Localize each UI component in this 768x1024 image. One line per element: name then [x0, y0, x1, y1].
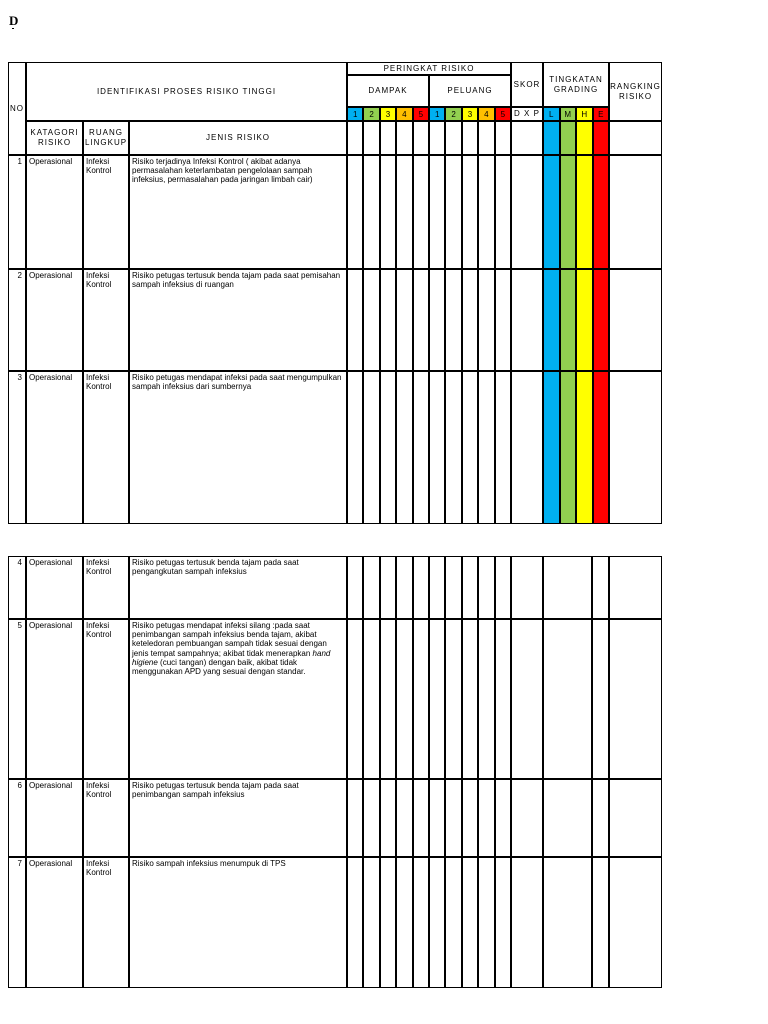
row-scale-cell — [380, 556, 396, 619]
row-scale-cell — [413, 155, 429, 269]
row-skor-cell — [511, 857, 543, 988]
row-rangking-cell — [609, 779, 662, 857]
scale-column-cell — [478, 121, 494, 155]
row-jenis-risiko: Risiko petugas tertusuk benda tajam pada saat pemisahan sampah infeksius di ruangan — [129, 269, 347, 371]
row-scale-cell — [363, 155, 379, 269]
row-scale-cell — [380, 155, 396, 269]
row-scale-cell — [495, 619, 511, 779]
row-scale-cell — [445, 155, 461, 269]
row-ruang-lingkup: Infeksi Kontrol — [83, 371, 129, 524]
row-scale-cell — [380, 269, 396, 371]
row-ruang-lingkup: Infeksi Kontrol — [83, 556, 129, 619]
row-kategori: Operasional — [26, 619, 83, 779]
row-rangking-cell — [609, 556, 662, 619]
row-grading-cell — [593, 155, 610, 269]
scale-column-cell — [462, 121, 478, 155]
grading-e: E — [593, 107, 610, 121]
row-grading-cell — [543, 779, 592, 857]
row-scale-cell — [396, 371, 412, 524]
row-scale-cell — [396, 857, 412, 988]
row-skor-cell — [511, 155, 543, 269]
row-scale-cell — [380, 619, 396, 779]
dampak-scale-5: 5 — [413, 107, 429, 121]
row-kategori: Operasional — [26, 371, 83, 524]
row-grading-cell — [543, 155, 560, 269]
row-scale-cell — [363, 779, 379, 857]
row-scale-cell — [413, 371, 429, 524]
row-grading-cell — [543, 857, 592, 988]
skor-cell — [511, 121, 543, 155]
grading-cell — [576, 121, 593, 155]
row-grading-cell — [576, 371, 593, 524]
row-grading-cell — [592, 857, 609, 988]
row-scale-cell — [445, 779, 461, 857]
row-no: 2 — [8, 269, 26, 371]
row-scale-cell — [462, 619, 478, 779]
row-scale-cell — [462, 371, 478, 524]
scale-column-cell — [429, 121, 445, 155]
row-kategori: Operasional — [26, 779, 83, 857]
header-skor-formula: D X P — [511, 107, 543, 121]
row-jenis-part: (cuci tangan) dengan baik, akibat tidak menggunakan APD yang sesuai dengan standar. — [132, 657, 306, 677]
grading-h: H — [576, 107, 593, 121]
row-jenis-risiko: Risiko terjadinya Infeksi Kontrol ( akibat adanya permasalahan keterlambatan pengelolaan sampah infeksius, permasalahan pada jaringan limbah cair) — [129, 155, 347, 269]
row-scale-cell — [413, 857, 429, 988]
row-grading-cell — [543, 619, 592, 779]
row-scale-cell — [363, 857, 379, 988]
row-skor-cell — [511, 556, 543, 619]
row-scale-cell — [495, 556, 511, 619]
row-ruang-lingkup: Infeksi Kontrol — [83, 155, 129, 269]
row-grading-cell — [592, 779, 609, 857]
row-scale-cell — [445, 269, 461, 371]
dampak-scale-2: 2 — [363, 107, 379, 121]
dampak-scale-4: 4 — [396, 107, 412, 121]
peluang-scale-2: 2 — [445, 107, 461, 121]
header-skor: SKOR — [511, 62, 543, 107]
row-scale-cell — [413, 779, 429, 857]
row-scale-cell — [478, 619, 494, 779]
row-scale-cell — [396, 556, 412, 619]
row-skor-cell — [511, 779, 543, 857]
row-scale-cell — [347, 269, 363, 371]
row-scale-cell — [363, 269, 379, 371]
row-skor-cell — [511, 371, 543, 524]
row-jenis-risiko: Risiko sampah infeksius menumpuk di TPS — [129, 857, 347, 988]
row-scale-cell — [396, 619, 412, 779]
row-scale-cell — [445, 556, 461, 619]
row-kategori: Operasional — [26, 269, 83, 371]
row-kategori: Operasional — [26, 556, 83, 619]
row-no: 5 — [8, 619, 26, 779]
row-scale-cell — [445, 857, 461, 988]
row-no: 7 — [8, 857, 26, 988]
dampak-scale-1: 1 — [347, 107, 363, 121]
row-scale-cell — [445, 619, 461, 779]
row-scale-cell — [396, 269, 412, 371]
peluang-scale-5: 5 — [495, 107, 511, 121]
row-scale-cell — [363, 371, 379, 524]
row-scale-cell — [347, 556, 363, 619]
header-peringkat-risiko: PERINGKAT RISIKO — [347, 62, 511, 75]
row-scale-cell — [413, 619, 429, 779]
row-grading-cell — [543, 371, 560, 524]
row-rangking-cell — [609, 155, 662, 269]
row-no: 6 — [8, 779, 26, 857]
dampak-scale-3: 3 — [380, 107, 396, 121]
row-scale-cell — [347, 371, 363, 524]
row-jenis-risiko: Risiko petugas tertusuk benda tajam pada saat pengangkutan sampah infeksius — [129, 556, 347, 619]
row-grading-cell — [543, 269, 560, 371]
row-scale-cell — [478, 556, 494, 619]
row-jenis-emphasis: hand higiene — [132, 648, 331, 667]
row-grading-cell — [576, 269, 593, 371]
row-scale-cell — [347, 619, 363, 779]
row-scale-cell — [462, 556, 478, 619]
row-grading-cell — [560, 155, 577, 269]
scale-column-cell — [380, 121, 396, 155]
peluang-scale-1: 1 — [429, 107, 445, 121]
peluang-scale-4: 4 — [478, 107, 494, 121]
row-scale-cell — [347, 155, 363, 269]
header-ruang-lingkup: RUANG LINGKUP — [83, 121, 129, 155]
row-scale-cell — [495, 779, 511, 857]
row-scale-cell — [478, 371, 494, 524]
row-grading-cell — [560, 371, 577, 524]
page-heading: D — [9, 13, 19, 28]
row-grading-cell — [560, 269, 577, 371]
row-scale-cell — [495, 371, 511, 524]
scale-column-cell — [347, 121, 363, 155]
header-jenis-risiko: JENIS RISIKO — [129, 121, 347, 155]
row-scale-cell — [380, 779, 396, 857]
grading-l: L — [543, 107, 560, 121]
scale-column-cell — [413, 121, 429, 155]
grading-cell — [593, 121, 610, 155]
row-grading-cell — [592, 619, 609, 779]
row-grading-cell — [543, 556, 592, 619]
row-no: 1 — [8, 155, 26, 269]
row-scale-cell — [478, 155, 494, 269]
grading-cell — [543, 121, 560, 155]
row-rangking-cell — [609, 269, 662, 371]
header-tingkatan-grading: TINGKATAN GRADING — [543, 62, 609, 107]
row-rangking-cell — [609, 371, 662, 524]
row-scale-cell — [429, 155, 445, 269]
row-jenis-risiko — [129, 619, 347, 779]
scale-column-cell — [445, 121, 461, 155]
row-grading-cell — [593, 371, 610, 524]
row-skor-cell — [511, 619, 543, 779]
header-no: NO — [8, 62, 26, 155]
grading-m: M — [560, 107, 577, 121]
header-peluang: PELUANG — [429, 75, 511, 107]
row-skor-cell — [511, 269, 543, 371]
row-scale-cell — [495, 155, 511, 269]
row-no: 3 — [8, 371, 26, 524]
scale-column-cell — [495, 121, 511, 155]
row-no: 4 — [8, 556, 26, 619]
row-scale-cell — [429, 779, 445, 857]
row-rangking-cell — [609, 619, 662, 779]
row-scale-cell — [413, 269, 429, 371]
peluang-scale-3: 3 — [462, 107, 478, 121]
row-scale-cell — [380, 857, 396, 988]
grading-cell — [560, 121, 577, 155]
header-katagori-risiko: KATAGORI RISIKO — [26, 121, 83, 155]
row-scale-cell — [429, 371, 445, 524]
row-scale-cell — [445, 371, 461, 524]
row-scale-cell — [462, 779, 478, 857]
row-jenis-risiko: Risiko petugas tertusuk benda tajam pada saat penimbangan sampah infeksius — [129, 779, 347, 857]
row-grading-cell — [576, 155, 593, 269]
row-ruang-lingkup: Infeksi Kontrol — [83, 619, 129, 779]
header-rangking-risiko: RANGKING RISIKO — [609, 62, 662, 121]
row-scale-cell — [462, 155, 478, 269]
row-kategori: Operasional — [26, 857, 83, 988]
row-scale-cell — [429, 269, 445, 371]
row-jenis-part: Risiko petugas mendapat infeksi silang :pada saat penimbangan sampah infeksius benda tajam, akibat keteledoran pembuangan sampah tidak sesuai dengan jenis tempat sampahnya; akibat tidak menerapkan — [132, 621, 327, 658]
row-rangking-cell — [609, 857, 662, 988]
row-scale-cell — [429, 556, 445, 619]
row-scale-cell — [495, 269, 511, 371]
row-scale-cell — [363, 619, 379, 779]
scale-column-cell — [363, 121, 379, 155]
header-dampak: DAMPAK — [347, 75, 429, 107]
row-scale-cell — [478, 857, 494, 988]
row-ruang-lingkup: Infeksi Kontrol — [83, 779, 129, 857]
row-scale-cell — [380, 371, 396, 524]
row-ruang-lingkup: Infeksi Kontrol — [83, 269, 129, 371]
row-jenis-risiko: Risiko petugas mendapat infeksi pada saat mengumpulkan sampah infeksius dari sumbernya — [129, 371, 347, 524]
row-scale-cell — [429, 857, 445, 988]
row-grading-cell — [593, 269, 610, 371]
row-scale-cell — [495, 857, 511, 988]
row-scale-cell — [429, 619, 445, 779]
row-kategori: Operasional — [26, 155, 83, 269]
row-scale-cell — [478, 269, 494, 371]
row-scale-cell — [462, 269, 478, 371]
row-ruang-lingkup: Infeksi Kontrol — [83, 857, 129, 988]
row-grading-cell — [592, 556, 609, 619]
row-scale-cell — [478, 779, 494, 857]
row-scale-cell — [462, 857, 478, 988]
scale-column-cell — [396, 121, 412, 155]
row-scale-cell — [363, 556, 379, 619]
row-scale-cell — [396, 779, 412, 857]
header-identifikasi: IDENTIFIKASI PROSES RISIKO TINGGI — [26, 62, 347, 121]
rangking-cell — [609, 121, 662, 155]
row-scale-cell — [413, 556, 429, 619]
row-scale-cell — [347, 779, 363, 857]
row-scale-cell — [396, 155, 412, 269]
heading-mark — [12, 28, 14, 29]
row-scale-cell — [347, 857, 363, 988]
